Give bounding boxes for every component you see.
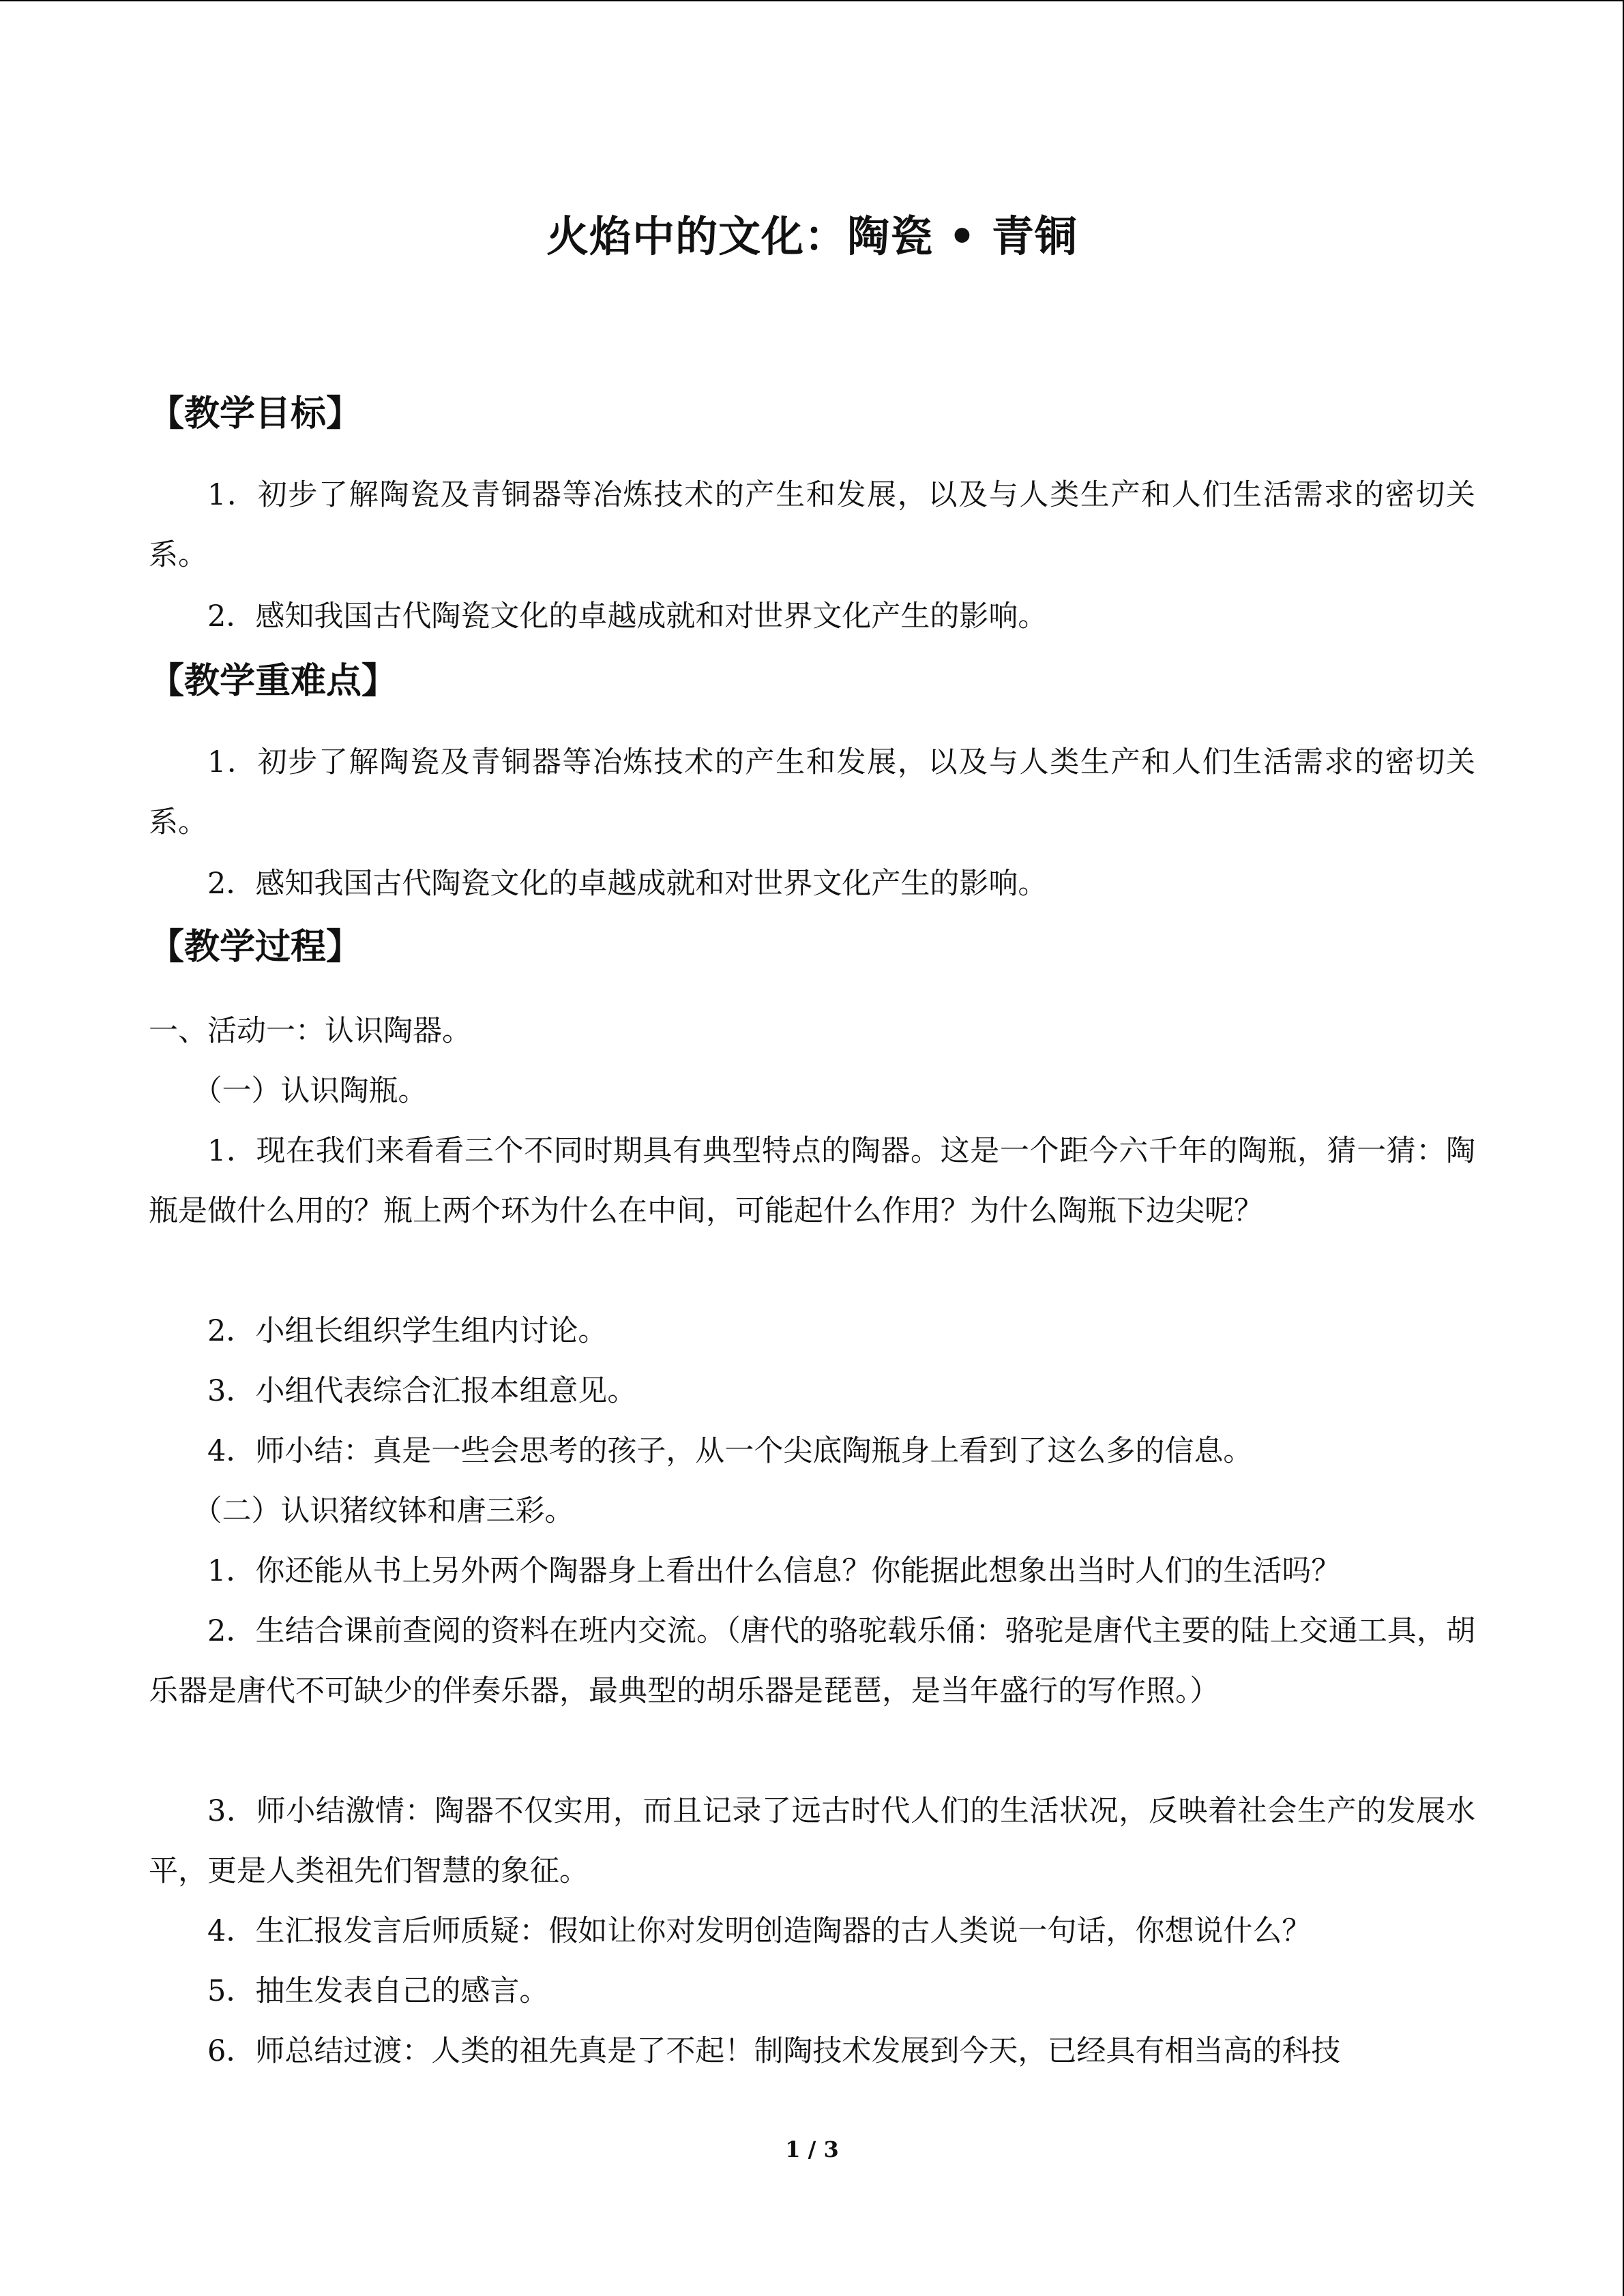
heading-teaching-process: 【教学过程】 bbox=[149, 927, 362, 968]
part-two-item-2: 2．生结合课前查阅的资料在班内交流。（唐代的骆驼载乐俑：骆驼是唐代主要的陆上交通工具，胡乐器是唐代不可缺少的伴奏乐器，最典型的胡乐器是琵琶，是当年盛行的写作照。） bbox=[149, 1614, 1475, 1708]
goal-item-2: 2．感知我国古代陶瓷文化的卓越成就和对世界文化产生的影响。 bbox=[207, 599, 1048, 633]
page-title: 火焰中的文化：陶瓷 • 青铜 bbox=[546, 211, 1078, 261]
part-two-item-5: 5．抽生发表自己的感言。 bbox=[207, 1974, 549, 2008]
part-one-item-3: 3．小组代表综合汇报本组意见。 bbox=[207, 1374, 637, 1408]
page-number: 1 / 3 bbox=[785, 2136, 839, 2162]
part-two-item-3: 3．师小结激情：陶器不仅实用，而且记录了远古时代人们的生活状况，反映着社会生产的发展水平，更是人类祖先们智慧的象征。 bbox=[149, 1794, 1475, 1888]
part-two-title: （二）认识猪纹钵和唐三彩。 bbox=[192, 1494, 574, 1528]
part-two-item-6: 6．师总结过渡：人类的祖先真是了不起！制陶技术发展到今天，已经具有相当高的科技 bbox=[207, 2034, 1341, 2068]
goal-item-1: 1．初步了解陶瓷及青铜器等冶炼技术的产生和发展，以及与人类生产和人们生活需求的密切关系。 bbox=[149, 478, 1475, 572]
part-one-item-4: 4．师小结：真是一些会思考的孩子，从一个尖底陶瓶身上看到了这么多的信息。 bbox=[207, 1434, 1253, 1468]
part-one-title: （一）认识陶瓶。 bbox=[192, 1074, 428, 1108]
activity-one-title: 一、活动一：认识陶器。 bbox=[149, 1014, 471, 1048]
part-one-item-2: 2．小组长组织学生组内讨论。 bbox=[207, 1314, 608, 1348]
heading-key-points: 【教学重难点】 bbox=[149, 661, 398, 702]
part-one-item-1: 1．现在我们来看看三个不同时期具有典型特点的陶器。这是一个距今六千年的陶瓶，猜一猜：陶瓶是做什么用的？瓶上两个环为什么在中间，可能起什么作用？为什么陶瓶下边尖呢？ bbox=[149, 1134, 1475, 1228]
part-two-item-1: 1．你还能从书上另外两个陶器身上看出什么信息？你能据此想象出当时人们的生活吗？ bbox=[207, 1554, 1341, 1588]
key-point-item-2: 2．感知我国古代陶瓷文化的卓越成就和对世界文化产生的影响。 bbox=[207, 867, 1048, 901]
part-two-item-4: 4．生汇报发言后师质疑：假如让你对发明创造陶器的古人类说一句话，你想说什么？ bbox=[207, 1914, 1312, 1948]
heading-teaching-goals: 【教学目标】 bbox=[149, 393, 362, 434]
key-point-item-1: 1．初步了解陶瓷及青铜器等冶炼技术的产生和发展，以及与人类生产和人们生活需求的密切关系。 bbox=[149, 745, 1475, 839]
